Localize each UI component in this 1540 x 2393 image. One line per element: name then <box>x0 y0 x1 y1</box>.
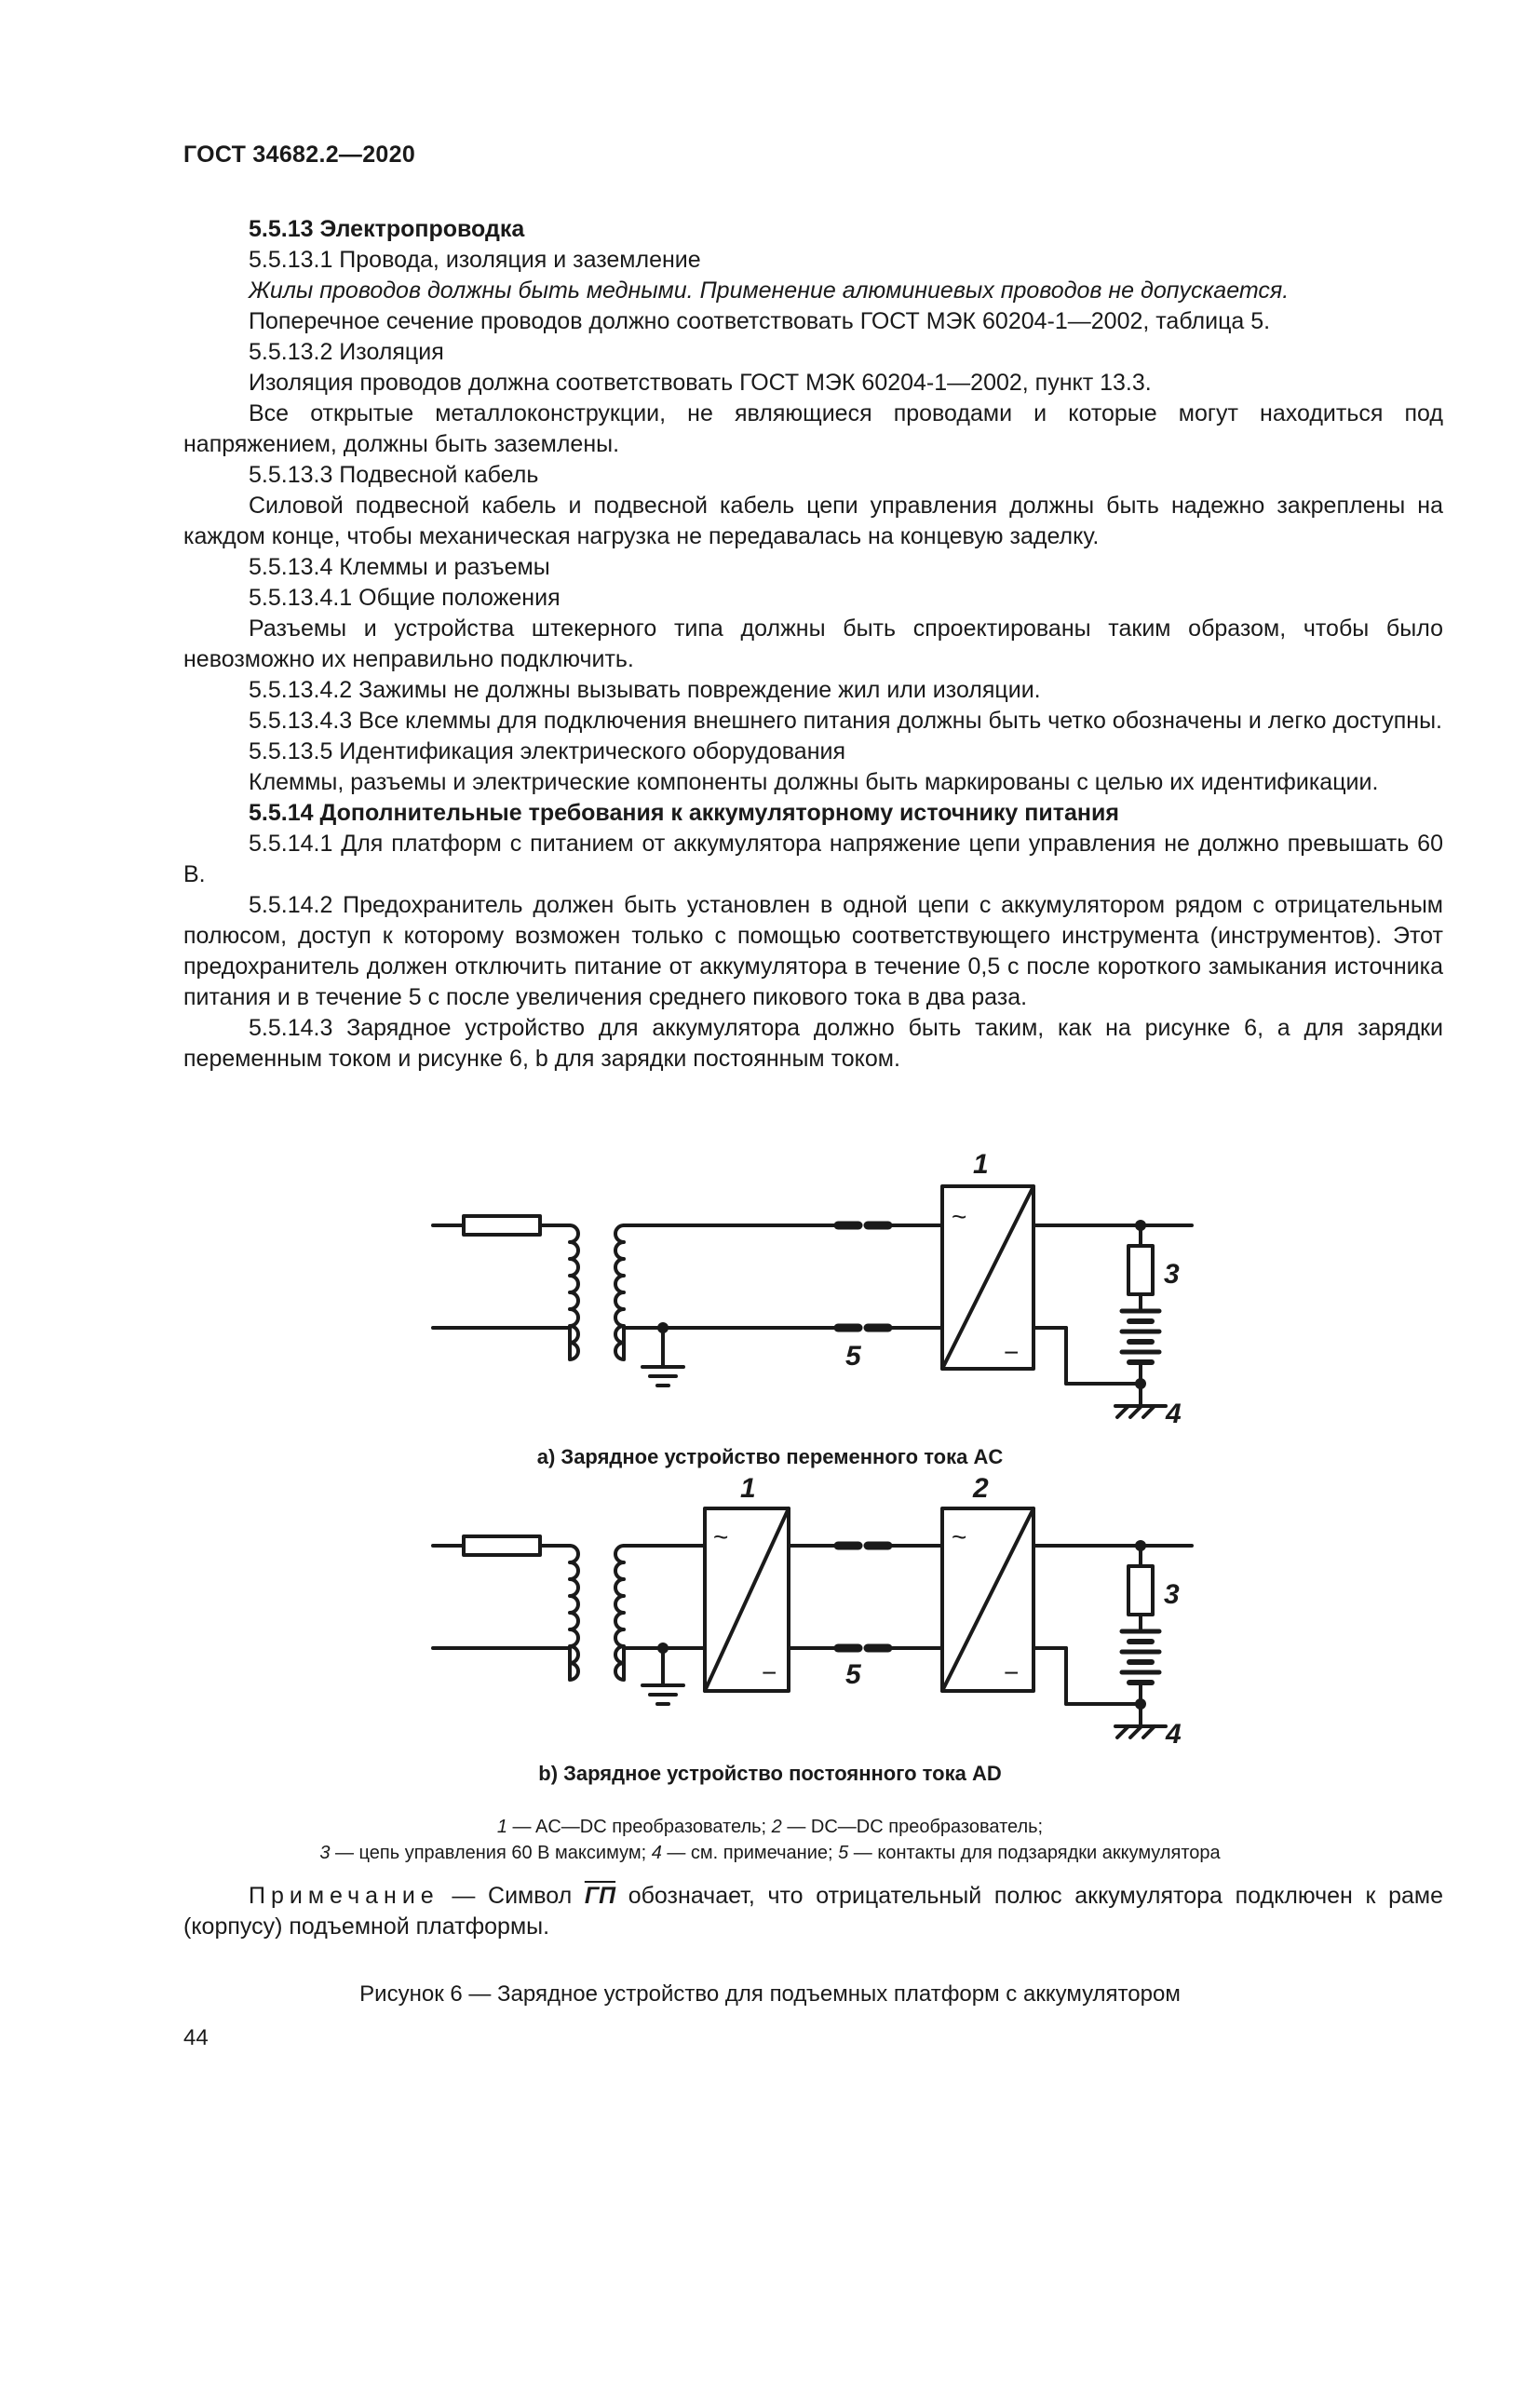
legend-number: 4 <box>651 1843 662 1863</box>
paragraph: 5.5.13.3 Подвесной кабель <box>249 462 539 488</box>
paragraph: Клеммы, разъемы и электрические компоненты должны быть маркированы с целью их идентификации. <box>249 769 1379 795</box>
body-text <box>183 214 1443 1075</box>
section-heading: 5.5.13 Электропроводка <box>249 216 525 242</box>
label-b-converter2: 2 <box>973 1473 989 1504</box>
paragraph: 5.5.13.4 Клеммы и разъемы <box>249 554 550 580</box>
diagram-b <box>433 1508 1192 1737</box>
fuse-a <box>464 1216 540 1235</box>
legend-text: — AC—DC преобразователь; <box>507 1817 772 1837</box>
figure-title: Рисунок 6 — Зарядное устройство для подъемных платформ с аккумулятором <box>359 1981 1181 2007</box>
primary-coil-b <box>433 1546 578 1680</box>
section-heading: 5.5.14 Дополнительные требования к аккумуляторному источнику питания <box>249 800 1119 826</box>
caption-a: а) Зарядное устройство переменного тока AC <box>536 1445 1004 1468</box>
label-b-battery-circuit: 3 <box>1164 1579 1180 1610</box>
dc-symbol-b2: − <box>1004 1658 1020 1687</box>
paragraph: 5.5.13.2 Изоляция <box>249 339 444 365</box>
paragraph: Поперечное сечение проводов должно соответствовать ГОСТ МЭК 60204-1—2002, таблица 5. <box>249 308 1271 334</box>
legend-number: 3 <box>319 1843 331 1863</box>
dc-symbol-b1: − <box>762 1658 777 1687</box>
paragraph: 5.5.13.4.1 Общие положения <box>249 585 561 611</box>
legend-number: 1 <box>496 1817 507 1837</box>
caption-b: b) Зарядное устройство постоянного тока AD <box>538 1762 1002 1785</box>
ac-symbol-b2: ~ <box>952 1522 967 1551</box>
resistor-b <box>1128 1566 1153 1615</box>
label-a-converter: 1 <box>973 1149 989 1180</box>
label-a-battery-circuit: 3 <box>1164 1259 1180 1290</box>
note-text: — Символ <box>439 1883 585 1909</box>
label-b-converter1: 1 <box>740 1473 756 1504</box>
secondary-coil-b <box>615 1546 624 1680</box>
paragraph: 5.5.13.4.3 Все клеммы для подключения внешнего питания должны быть четко обозначены и легко доступны. <box>249 708 1442 734</box>
legend-text: — см. примечание; <box>661 1843 839 1863</box>
resistor-a <box>1128 1246 1153 1294</box>
frame-symbol: $\overline{\Gamma\Pi}$ <box>584 1883 616 1909</box>
label-b-contacts: 5 <box>845 1659 861 1690</box>
legend-text: — цепь управления 60 В максимум; <box>330 1843 652 1863</box>
paragraph: 5.5.14.1 Для платформ с питанием от аккумулятора напряжение цепи управления не должно превышать 60 В. <box>183 831 1443 887</box>
paragraph: 5.5.13.5 Идентификация электрического оборудования <box>249 738 846 764</box>
note <box>183 1881 1443 1942</box>
ac-symbol-a: ~ <box>952 1202 967 1231</box>
paragraph: 5.5.14.2 Предохранитель должен быть установлен в одной цепи с аккумулятором рядом с отрицательным полюсом, доступ к которому возможен только с помощью соответствующего инструмента (инструментов). Этот предохранитель должен отключить питание от аккумулятора в течение 0,5 с после короткого замыкания источника питания и в течение 5 с после увеличения среднего пикового тока в два раза. <box>183 892 1443 1010</box>
label-b-ground: 4 <box>1166 1719 1182 1750</box>
paragraph: Силовой подвесной кабель и подвесной кабель цепи управления должны быть надежно закреплены на каждом конце, чтобы механическая нагрузка не передавалась на концевую заделку. <box>183 493 1443 549</box>
note-text: обозначает, что отрицательный полюс аккумулятора подключен к раме (корпусу) подъемной платформы. <box>183 1883 1443 1940</box>
legend-text: — DC—DC преобразователь; <box>781 1817 1044 1837</box>
paragraph: Все открытые металлоконструкции, не являющиеся проводами и которые могут находиться под напряжением, должны быть заземлены. <box>183 400 1443 457</box>
paragraph: 5.5.13.4.2 Зажимы не должны вызывать повреждение жил или изоляции. <box>249 677 1041 703</box>
note-label: Примечание <box>249 1883 439 1909</box>
paragraph: Разъемы и устройства штекерного типа должны быть спроектированы таким образом, чтобы было невозможно их неправильно подключить. <box>183 615 1443 672</box>
dc-symbol-a: − <box>1004 1338 1020 1367</box>
ac-symbol-b1: ~ <box>713 1522 729 1551</box>
document-header: ГОСТ 34682.2—2020 <box>183 142 416 168</box>
legend-line-1 <box>0 1814 1540 1840</box>
paragraph: 5.5.14.3 Зарядное устройство для аккумулятора должно быть таким, как на рисунке 6, а для зарядки переменным током и рисунке 6, b для зарядки постоянным током. <box>183 1015 1443 1072</box>
figure-legend <box>0 1814 1540 1866</box>
legend-text: — контакты для подзарядки аккумулятора <box>848 1843 1221 1863</box>
diagram-a <box>433 1186 1192 1417</box>
legend-number: 5 <box>838 1843 849 1863</box>
legend-number: 2 <box>771 1817 782 1837</box>
secondary-coil-a <box>615 1225 624 1359</box>
label-a-contacts: 5 <box>845 1341 861 1372</box>
label-a-ground: 4 <box>1166 1399 1182 1429</box>
fuse-b <box>464 1536 540 1555</box>
legend-line-2 <box>0 1840 1540 1866</box>
page-number: 44 <box>183 2025 209 2050</box>
paragraph: 5.5.13.1 Провода, изоляция и заземление <box>249 247 701 273</box>
paragraph: Изоляция проводов должна соответствовать ГОСТ МЭК 60204-1—2002, пункт 13.3. <box>249 370 1152 396</box>
primary-coil-a <box>433 1225 578 1359</box>
paragraph: Жилы проводов должны быть медными. Применение алюминиевых проводов не допускается. <box>249 277 1290 304</box>
